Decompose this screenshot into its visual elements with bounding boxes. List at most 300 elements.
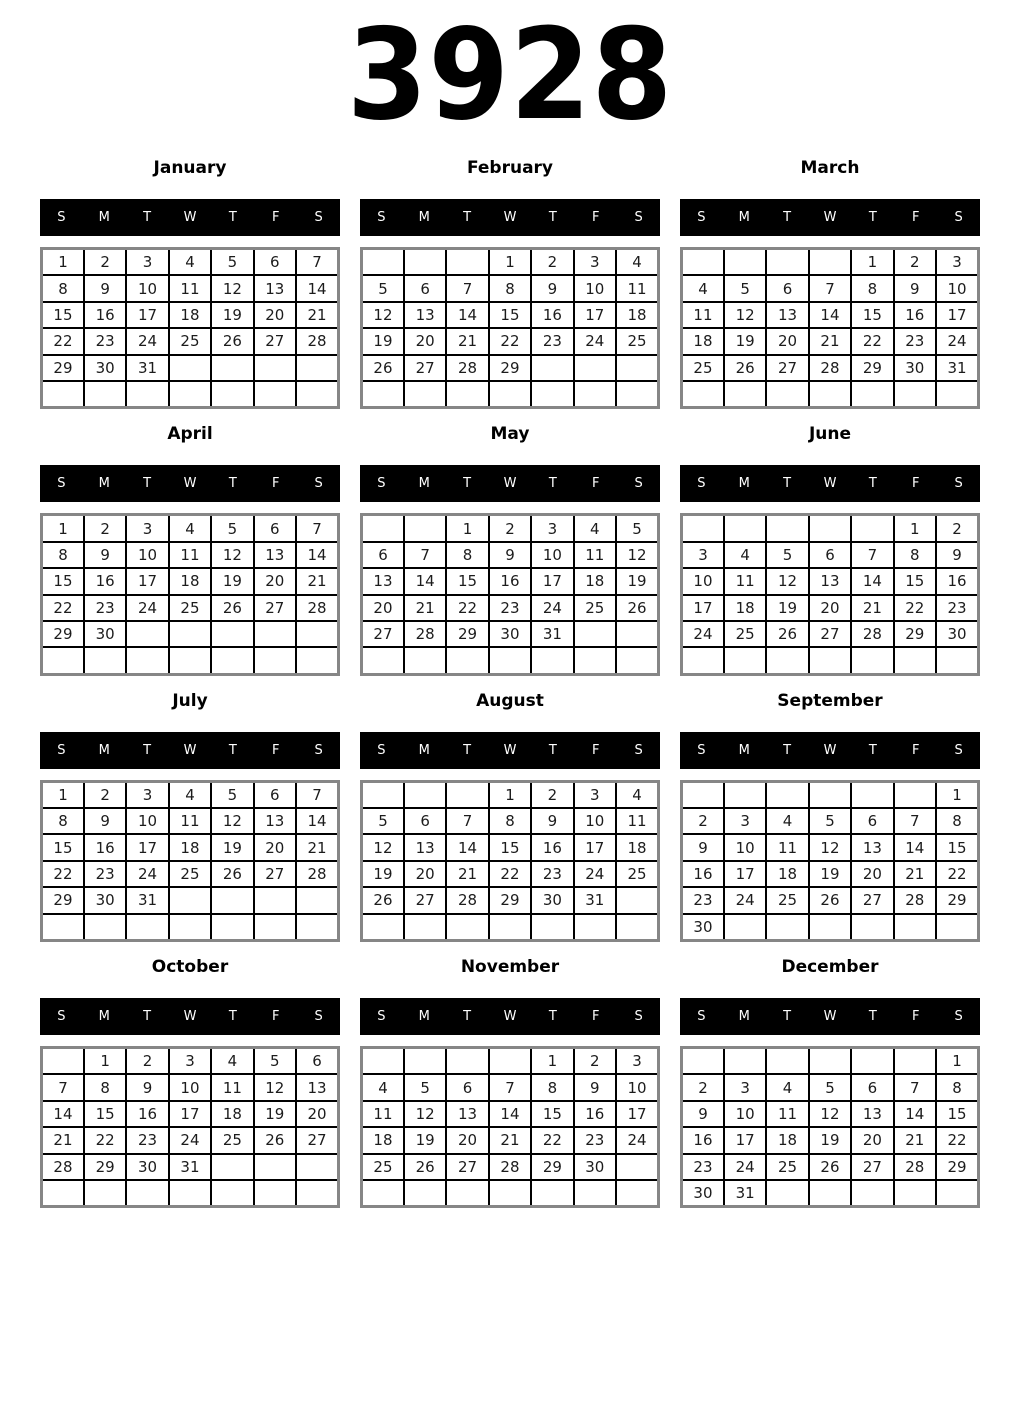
- day-cell: 3: [126, 515, 168, 542]
- day-cell: 25: [682, 355, 724, 381]
- day-cell: 2: [84, 781, 126, 808]
- empty-day-cell: [894, 781, 936, 808]
- empty-day-cell: [296, 621, 338, 647]
- week-row: [682, 515, 979, 542]
- day-cell: 16: [682, 861, 724, 887]
- week-row: [362, 1180, 659, 1207]
- weekday-label: M: [98, 476, 110, 492]
- empty-day-cell: [724, 1048, 766, 1075]
- empty-day-cell: [42, 914, 84, 941]
- month-title: July: [172, 690, 208, 711]
- day-cell: 1: [489, 249, 531, 276]
- week-row: [42, 328, 339, 354]
- month-grid: [680, 1046, 980, 1208]
- weekday-label: S: [634, 1009, 643, 1025]
- weekday-label: S: [697, 476, 706, 492]
- day-cell: 28: [489, 1154, 531, 1180]
- month-block: [680, 691, 980, 942]
- day-cell: 18: [766, 1127, 808, 1153]
- day-cell: 26: [724, 355, 766, 381]
- weekday-label: T: [868, 210, 877, 225]
- month-title: November: [460, 957, 560, 978]
- day-cell: 31: [126, 887, 168, 913]
- day-cell: 10: [126, 808, 168, 834]
- empty-day-cell: [211, 887, 253, 913]
- month-block: [680, 158, 980, 409]
- day-cell: 30: [126, 1154, 168, 1180]
- day-cell: 27: [254, 328, 296, 354]
- empty-day-cell: [574, 914, 616, 941]
- day-cell: 15: [936, 1101, 978, 1127]
- empty-day-cell: [362, 381, 404, 408]
- day-cell: 3: [724, 808, 766, 834]
- day-cell: 29: [84, 1154, 126, 1180]
- month-block: [680, 424, 980, 675]
- day-cell: 15: [936, 834, 978, 860]
- week-row: [682, 1154, 979, 1180]
- day-cell: 8: [42, 542, 84, 568]
- weekday-label: T: [463, 210, 472, 225]
- week-row: [362, 647, 659, 674]
- day-cell: 27: [296, 1127, 338, 1153]
- day-cell: 31: [126, 355, 168, 381]
- day-cell: 18: [169, 302, 211, 328]
- empty-day-cell: [531, 914, 573, 941]
- empty-day-cell: [616, 914, 658, 941]
- empty-day-cell: [766, 1048, 808, 1075]
- day-cell: 10: [574, 275, 616, 301]
- day-cell: 22: [936, 1127, 978, 1153]
- day-cell: 6: [851, 808, 893, 834]
- week-row: [42, 808, 339, 834]
- day-cell: 4: [362, 1074, 404, 1100]
- weekday-label: S: [377, 210, 386, 225]
- month-title: April: [167, 424, 213, 445]
- day-cell: 19: [362, 861, 404, 887]
- day-cell: 31: [531, 621, 573, 647]
- weekday-label: T: [463, 1009, 472, 1025]
- empty-day-cell: [211, 355, 253, 381]
- week-row: [362, 861, 659, 887]
- day-cell: 16: [531, 302, 573, 328]
- month-grid-body: [362, 249, 659, 408]
- day-cell: 2: [894, 249, 936, 276]
- empty-day-cell: [126, 914, 168, 941]
- week-row: [682, 808, 979, 834]
- day-cell: 13: [851, 834, 893, 860]
- weekday-label: F: [271, 1009, 280, 1025]
- day-cell: 16: [489, 568, 531, 594]
- month-grid-body: [362, 515, 659, 674]
- weekday-header-row: [40, 465, 340, 502]
- day-cell: 6: [851, 1074, 893, 1100]
- empty-day-cell: [766, 781, 808, 808]
- weekday-header-row: [360, 465, 660, 502]
- empty-day-cell: [404, 249, 446, 276]
- month-grid: [40, 1046, 340, 1208]
- week-row: [682, 275, 979, 301]
- day-cell: 12: [211, 808, 253, 834]
- day-cell: 23: [84, 328, 126, 354]
- day-cell: 26: [809, 887, 851, 913]
- weekday-header-row: [40, 199, 340, 236]
- week-row: [682, 914, 979, 941]
- empty-day-cell: [254, 914, 296, 941]
- day-cell: 19: [809, 861, 851, 887]
- empty-day-cell: [126, 1180, 168, 1207]
- day-cell: 23: [936, 595, 978, 621]
- day-cell: 25: [724, 621, 766, 647]
- empty-day-cell: [724, 381, 766, 408]
- day-cell: 24: [126, 595, 168, 621]
- month-grid-body: [682, 249, 979, 408]
- day-cell: 5: [809, 808, 851, 834]
- empty-day-cell: [682, 249, 724, 276]
- month-title: February: [466, 158, 554, 178]
- day-cell: 30: [84, 355, 126, 381]
- empty-day-cell: [211, 1154, 253, 1180]
- week-row: [42, 1048, 339, 1075]
- week-row: [362, 1074, 659, 1100]
- empty-day-cell: [126, 381, 168, 408]
- day-cell: 29: [489, 355, 531, 381]
- day-cell: 12: [809, 1101, 851, 1127]
- day-cell: 5: [211, 515, 253, 542]
- weekday-label: W: [183, 210, 197, 225]
- empty-day-cell: [296, 914, 338, 941]
- day-cell: 22: [489, 328, 531, 354]
- day-cell: 1: [851, 249, 893, 276]
- day-cell: 24: [682, 621, 724, 647]
- empty-day-cell: [169, 381, 211, 408]
- empty-day-cell: [682, 515, 724, 542]
- month-block: [360, 424, 660, 675]
- empty-day-cell: [84, 381, 126, 408]
- day-cell: 21: [894, 1127, 936, 1153]
- weekday-label: S: [697, 1009, 706, 1025]
- empty-day-cell: [489, 381, 531, 408]
- day-cell: 18: [362, 1127, 404, 1153]
- day-cell: 21: [489, 1127, 531, 1153]
- day-cell: 30: [894, 355, 936, 381]
- day-cell: 11: [169, 808, 211, 834]
- empty-day-cell: [616, 1180, 658, 1207]
- day-cell: 8: [42, 275, 84, 301]
- day-cell: 9: [531, 808, 573, 834]
- empty-day-cell: [809, 1048, 851, 1075]
- day-cell: 13: [766, 302, 808, 328]
- week-row: [362, 542, 659, 568]
- day-cell: 10: [616, 1074, 658, 1100]
- empty-day-cell: [531, 1180, 573, 1207]
- empty-day-cell: [851, 647, 893, 674]
- week-row: [42, 515, 339, 542]
- day-cell: 11: [616, 808, 658, 834]
- month-title: January: [153, 158, 227, 178]
- day-cell: 2: [574, 1048, 616, 1075]
- day-cell: 5: [211, 249, 253, 276]
- empty-day-cell: [84, 1180, 126, 1207]
- empty-day-cell: [362, 914, 404, 941]
- weekday-label: S: [377, 742, 386, 758]
- week-row: [42, 1127, 339, 1153]
- day-cell: 12: [404, 1101, 446, 1127]
- week-row: [362, 328, 659, 354]
- week-row: [682, 595, 979, 621]
- day-cell: 17: [169, 1101, 211, 1127]
- week-row: [362, 914, 659, 941]
- day-cell: 22: [894, 595, 936, 621]
- day-cell: 29: [936, 1154, 978, 1180]
- day-cell: 5: [362, 808, 404, 834]
- day-cell: 14: [446, 834, 488, 860]
- empty-day-cell: [574, 381, 616, 408]
- day-cell: 24: [126, 328, 168, 354]
- week-row: [362, 302, 659, 328]
- empty-day-cell: [254, 887, 296, 913]
- month-title: December: [781, 957, 879, 978]
- day-cell: 6: [404, 275, 446, 301]
- day-cell: 15: [42, 302, 84, 328]
- month-grid: [360, 247, 660, 409]
- day-cell: 12: [211, 542, 253, 568]
- weekday-label: T: [143, 210, 152, 225]
- day-cell: 18: [169, 834, 211, 860]
- day-cell: 29: [42, 621, 84, 647]
- day-cell: 28: [296, 861, 338, 887]
- day-cell: 4: [169, 515, 211, 542]
- day-cell: 19: [766, 595, 808, 621]
- day-cell: 5: [766, 542, 808, 568]
- empty-day-cell: [489, 914, 531, 941]
- empty-day-cell: [362, 1180, 404, 1207]
- day-cell: 24: [126, 861, 168, 887]
- day-cell: 13: [446, 1101, 488, 1127]
- day-cell: 27: [446, 1154, 488, 1180]
- day-cell: 13: [404, 834, 446, 860]
- empty-day-cell: [169, 647, 211, 674]
- day-cell: 15: [42, 834, 84, 860]
- empty-day-cell: [296, 647, 338, 674]
- day-cell: 30: [84, 887, 126, 913]
- day-cell: 20: [809, 595, 851, 621]
- day-cell: 31: [574, 887, 616, 913]
- day-cell: 15: [894, 568, 936, 594]
- day-cell: 2: [126, 1048, 168, 1075]
- day-cell: 24: [616, 1127, 658, 1153]
- day-cell: 27: [809, 621, 851, 647]
- day-cell: 20: [766, 328, 808, 354]
- day-cell: 14: [42, 1101, 84, 1127]
- empty-day-cell: [169, 621, 211, 647]
- month-grid-body: [362, 781, 659, 940]
- day-cell: 27: [362, 621, 404, 647]
- day-cell: 12: [809, 834, 851, 860]
- day-cell: 14: [296, 808, 338, 834]
- day-cell: 15: [446, 568, 488, 594]
- weekday-label: W: [183, 1009, 197, 1025]
- day-cell: 9: [84, 808, 126, 834]
- empty-day-cell: [809, 914, 851, 941]
- empty-day-cell: [169, 914, 211, 941]
- empty-day-cell: [724, 781, 766, 808]
- empty-day-cell: [254, 621, 296, 647]
- day-cell: 21: [296, 302, 338, 328]
- week-row: [362, 834, 659, 860]
- day-cell: 17: [574, 302, 616, 328]
- day-cell: 6: [766, 275, 808, 301]
- weekday-label: F: [911, 742, 920, 758]
- day-cell: 17: [126, 568, 168, 594]
- day-cell: 16: [682, 1127, 724, 1153]
- week-row: [682, 781, 979, 808]
- weekday-label: M: [98, 210, 110, 225]
- empty-day-cell: [936, 1180, 978, 1207]
- weekday-label: S: [57, 742, 66, 758]
- empty-day-cell: [936, 381, 978, 408]
- week-row: [42, 249, 339, 276]
- day-cell: 25: [169, 861, 211, 887]
- empty-day-cell: [446, 914, 488, 941]
- weekday-label: S: [314, 1009, 323, 1025]
- day-cell: 17: [724, 861, 766, 887]
- day-cell: 9: [531, 275, 573, 301]
- month-block: [360, 691, 660, 942]
- weekday-label: T: [143, 476, 152, 492]
- empty-day-cell: [851, 381, 893, 408]
- week-row: [682, 381, 979, 408]
- day-cell: 25: [766, 887, 808, 913]
- day-cell: 14: [296, 542, 338, 568]
- weekday-label: T: [868, 742, 877, 758]
- day-cell: 8: [42, 808, 84, 834]
- weekday-label: M: [738, 742, 750, 758]
- empty-day-cell: [296, 887, 338, 913]
- week-row: [682, 647, 979, 674]
- day-cell: 17: [126, 834, 168, 860]
- day-cell: 20: [362, 595, 404, 621]
- weekday-label: S: [954, 742, 963, 758]
- empty-day-cell: [851, 1180, 893, 1207]
- day-cell: 23: [84, 861, 126, 887]
- day-cell: 28: [296, 595, 338, 621]
- day-cell: 25: [574, 595, 616, 621]
- week-row: [42, 621, 339, 647]
- day-cell: 22: [446, 595, 488, 621]
- weekday-label: T: [548, 476, 557, 492]
- day-cell: 30: [489, 621, 531, 647]
- day-cell: 29: [851, 355, 893, 381]
- weekday-label: W: [503, 742, 517, 758]
- empty-day-cell: [724, 914, 766, 941]
- day-cell: 28: [42, 1154, 84, 1180]
- month-title: October: [151, 957, 229, 978]
- day-cell: 19: [616, 568, 658, 594]
- empty-day-cell: [169, 1180, 211, 1207]
- day-cell: 8: [446, 542, 488, 568]
- empty-day-cell: [362, 647, 404, 674]
- day-cell: 7: [296, 781, 338, 808]
- weekday-header-row: [360, 199, 660, 236]
- empty-day-cell: [616, 381, 658, 408]
- day-cell: 14: [404, 568, 446, 594]
- weekday-label: T: [783, 210, 792, 225]
- month-grid-body: [42, 1048, 339, 1207]
- empty-day-cell: [126, 621, 168, 647]
- empty-day-cell: [682, 381, 724, 408]
- day-cell: 30: [574, 1154, 616, 1180]
- day-cell: 5: [404, 1074, 446, 1100]
- week-row: [682, 302, 979, 328]
- weekday-label: F: [911, 1009, 920, 1025]
- week-row: [362, 249, 659, 276]
- day-cell: 5: [254, 1048, 296, 1075]
- empty-day-cell: [682, 1048, 724, 1075]
- day-cell: 25: [169, 328, 211, 354]
- day-cell: 22: [531, 1127, 573, 1153]
- day-cell: 7: [894, 1074, 936, 1100]
- day-cell: 4: [616, 781, 658, 808]
- empty-day-cell: [574, 647, 616, 674]
- day-cell: 30: [936, 621, 978, 647]
- weekday-label: T: [228, 742, 237, 758]
- weekday-label: T: [463, 476, 472, 492]
- day-cell: 22: [851, 328, 893, 354]
- day-cell: 14: [489, 1101, 531, 1127]
- month-block: [40, 691, 340, 942]
- empty-day-cell: [211, 621, 253, 647]
- week-row: [682, 1180, 979, 1207]
- week-row: [42, 834, 339, 860]
- day-cell: 7: [296, 515, 338, 542]
- day-cell: 21: [296, 568, 338, 594]
- month-grid-body: [42, 781, 339, 940]
- weekday-label: S: [314, 210, 323, 225]
- day-cell: 6: [254, 515, 296, 542]
- day-cell: 6: [296, 1048, 338, 1075]
- week-row: [362, 355, 659, 381]
- week-row: [682, 542, 979, 568]
- day-cell: 10: [724, 834, 766, 860]
- day-cell: 19: [211, 568, 253, 594]
- empty-day-cell: [254, 1180, 296, 1207]
- day-cell: 29: [531, 1154, 573, 1180]
- weekday-label: F: [911, 476, 920, 492]
- day-cell: 14: [446, 302, 488, 328]
- weekday-header-row: [680, 199, 980, 236]
- week-row: [362, 1101, 659, 1127]
- empty-day-cell: [936, 914, 978, 941]
- empty-day-cell: [446, 1180, 488, 1207]
- weekday-label: S: [634, 476, 643, 492]
- day-cell: 18: [724, 595, 766, 621]
- day-cell: 27: [404, 887, 446, 913]
- month-grid: [40, 780, 340, 942]
- day-cell: 7: [296, 249, 338, 276]
- weekday-label: S: [377, 1009, 386, 1025]
- empty-day-cell: [809, 1180, 851, 1207]
- month-grid-body: [42, 249, 339, 408]
- empty-day-cell: [446, 781, 488, 808]
- day-cell: 28: [404, 621, 446, 647]
- week-row: [42, 861, 339, 887]
- week-row: [362, 621, 659, 647]
- day-cell: 10: [126, 542, 168, 568]
- day-cell: 1: [42, 781, 84, 808]
- week-row: [42, 381, 339, 408]
- week-row: [362, 1154, 659, 1180]
- weekday-label: S: [314, 742, 323, 758]
